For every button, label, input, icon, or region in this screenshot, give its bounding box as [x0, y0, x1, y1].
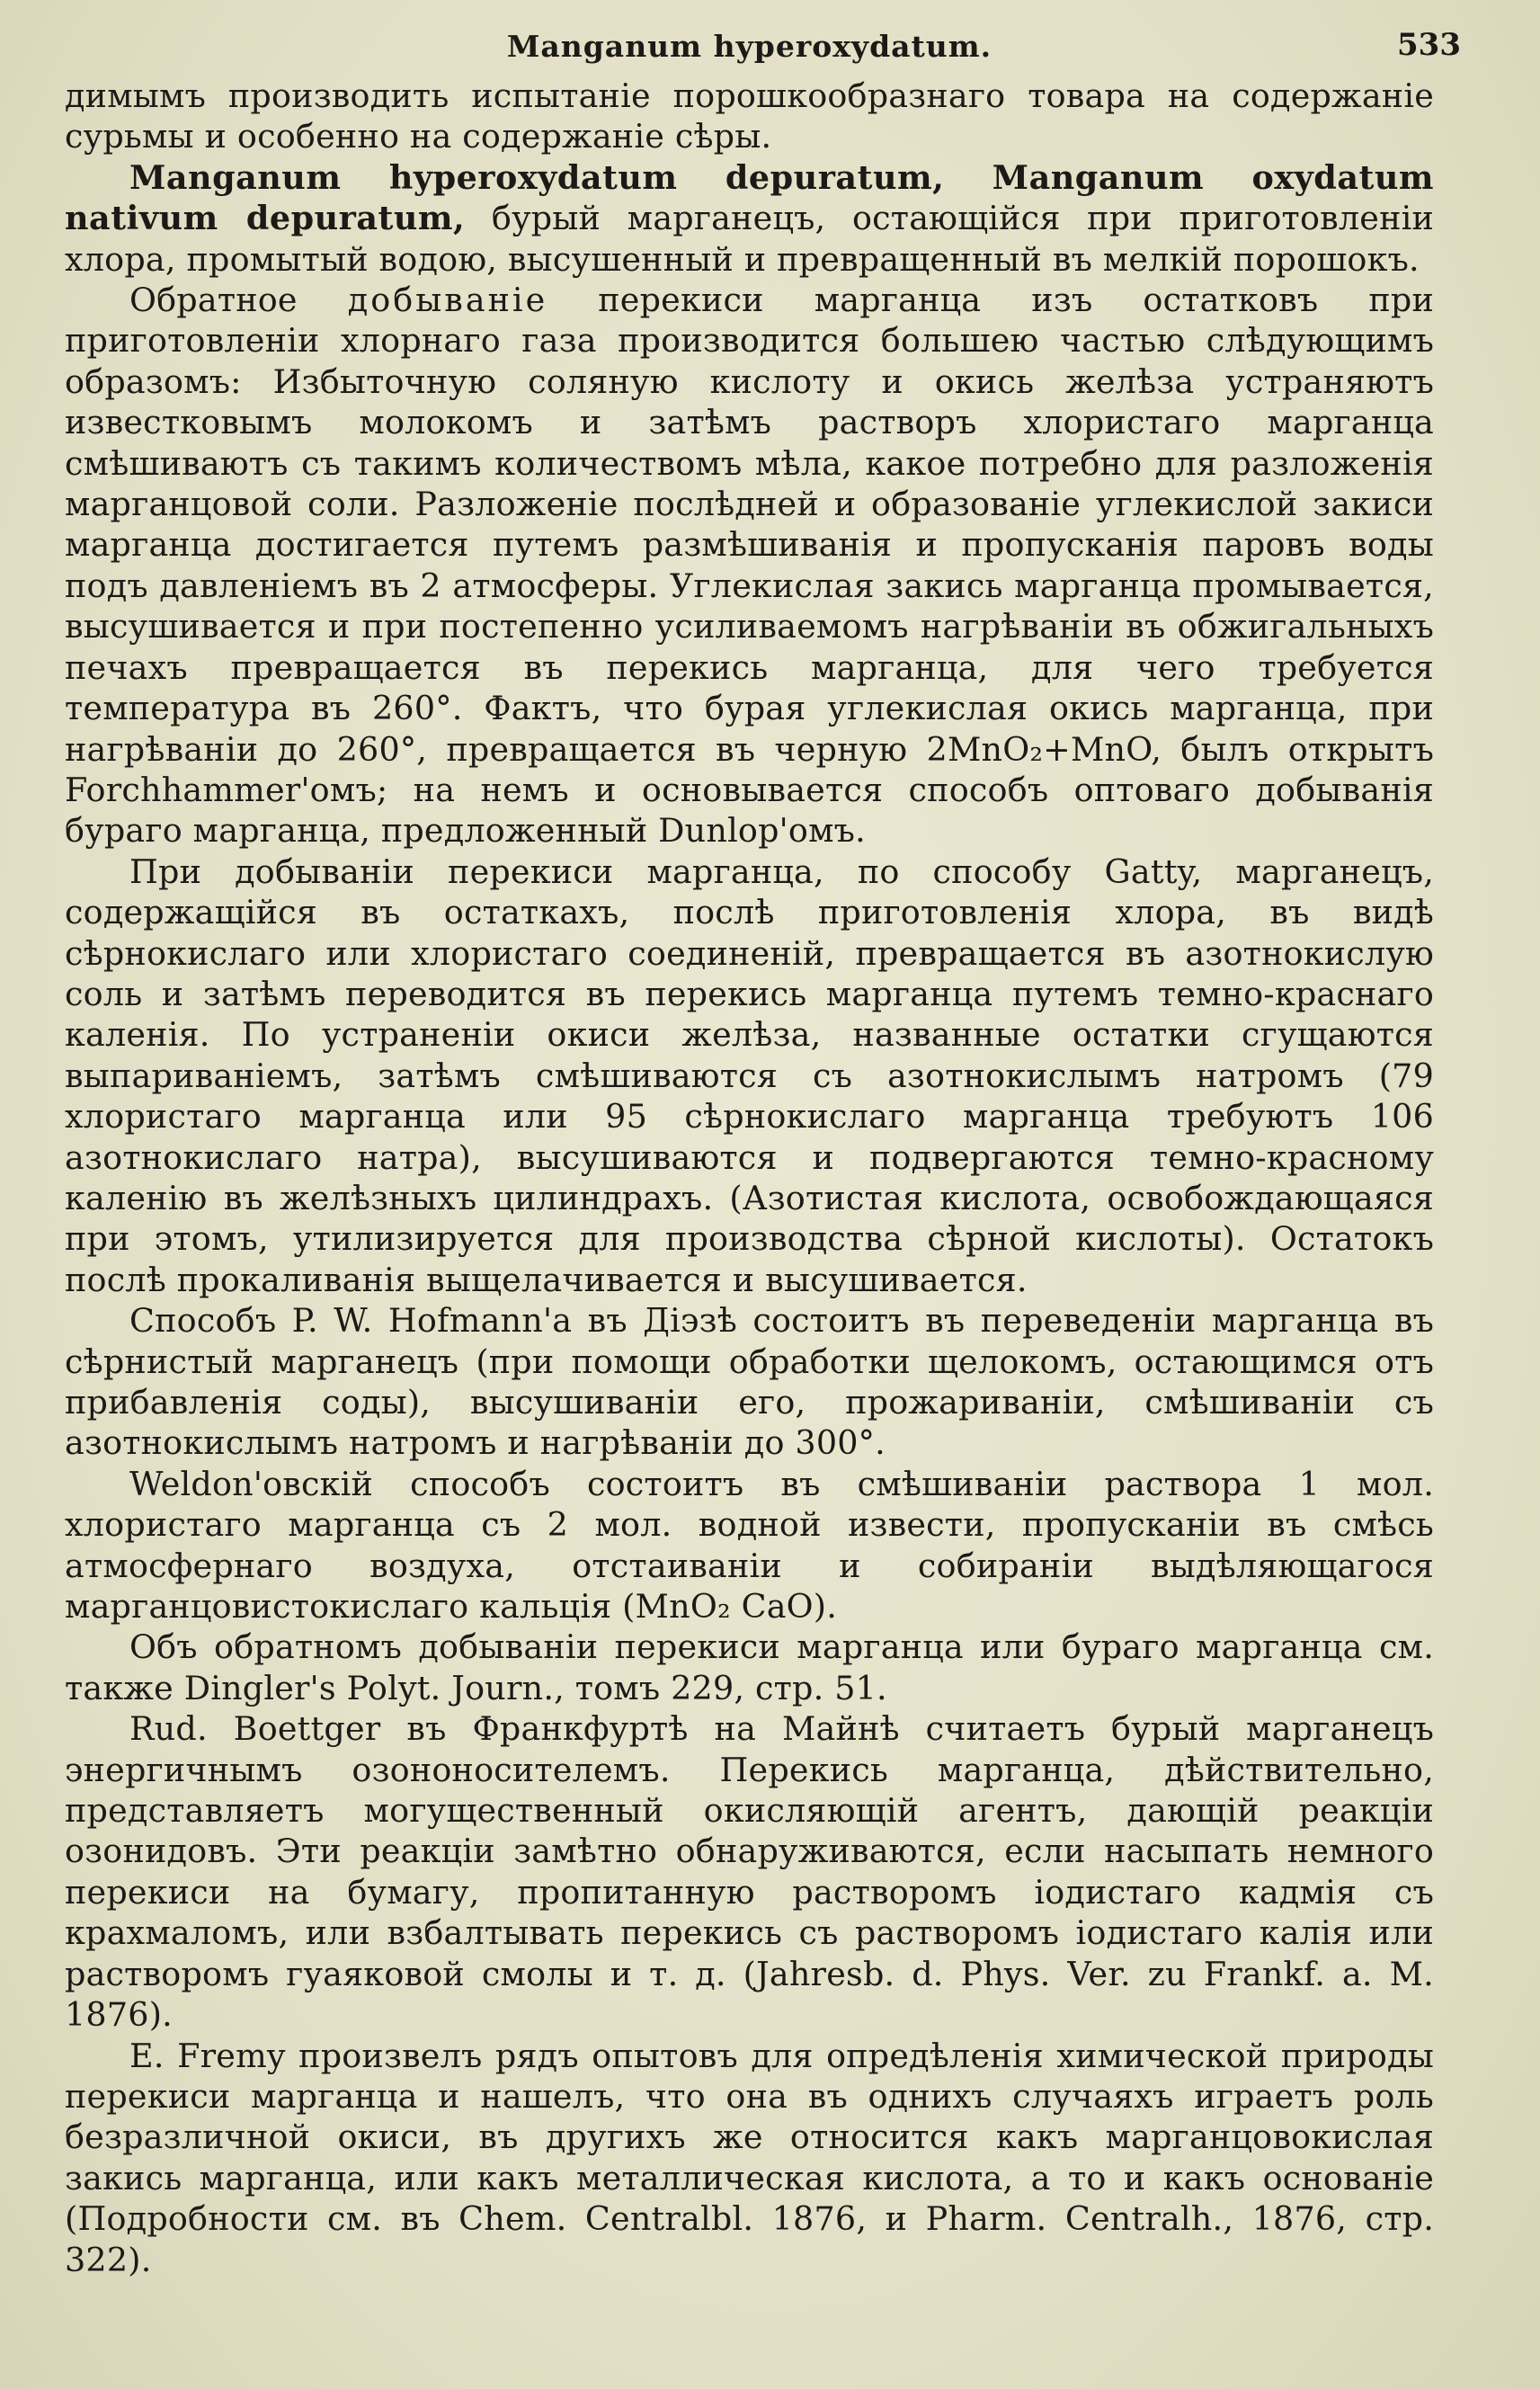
paragraph-text: димымъ производить испытаніе порошкообразнаго товара на содержаніе сурьмы и особенно на содержаніе сѣры. — [65, 76, 1434, 156]
paragraph-text: При добываніи перекиси марганца, по способу Gatty, марганецъ, содержащійся въ остаткахъ, послѣ приготовленія хлора, въ видѣ сѣрнокислаго или хлористаго соединеній, превращается въ азотнокислую соль и затѣмъ переводится въ перекись марганца путемъ темно-краснаго каленія. По устраненіи окиси желѣза, названные остатки сгущаются выпариваніемъ, затѣмъ смѣшиваются съ азотнокислымъ натромъ (79 хлористаго марганца или 95 сѣрнокислаго марганца требуютъ 106 азотнокислаго натра), высушиваются и подвергаются темно-красному каленію въ желѣзныхъ цилиндрахъ. (Азотистая кислота, освобождающаяся при этомъ, утилизируется для производства сѣрной кислоты). Остатокъ послѣ прокаливанія выщелачивается и высушивается. — [65, 851, 1434, 1299]
entry-text: бурый марганецъ, остающійся при приготовленіи хлора, промытый водою, высушенный и превращенный въ мелкій порошокъ. — [65, 199, 1434, 279]
paragraph-fremy — [65, 2036, 1434, 2280]
entry-manganum-depuratum — [65, 157, 1434, 280]
paragraph-text: Weldon'овскій способъ состоитъ въ смѣшиваніи раствора 1 мол. хлористаго марганца съ 2 мол. водной извести, пропусканіи въ смѣсь атмосфернаго воздуха, отстаиваніи и собираніи выдѣляющагося марганцовистокислаго кальція (MnO₂ CaO). — [65, 1464, 1434, 1627]
paragraph-hofmann — [65, 1300, 1434, 1464]
running-head — [65, 22, 1461, 76]
paragraph-text: перекиси марганца изъ остатковъ при приготовленіи хлорнаго газа производится большею частью слѣдующимъ образомъ: Избыточную соляную кислоту и окись желѣза устраняютъ известковымъ молокомъ и затѣмъ растворъ хлористаго марганца смѣшиваютъ съ такимъ количествомъ мѣла, какое потребно для разложенія марганцовой соли. Разложеніе послѣдней и образованіе углекислой закиси марганца достигается путемъ размѣшиванія и пропусканія паровъ воды подъ давленіемъ въ 2 атмосферы. Углекислая закись марганца промывается, высушивается и при постепенно усиливаемомъ нагрѣваніи въ обжигальныхъ печахъ превращается въ перекись марганца, для чего требуется температура въ 260°. Фактъ, что бурая углекислая окись марганца, при нагрѣваніи до 260°, превращается въ черную 2MnO₂+MnO, былъ открытъ Forchhammer'омъ; на немъ и основывается способъ оптоваго добыванія бураго марганца, предложенный Dunlop'омъ. — [65, 281, 1435, 851]
paragraph-lead: Обратное — [129, 281, 298, 320]
running-title: Manganum hyperoxydatum. — [506, 29, 993, 64]
paragraph-text: Способъ P. W. Hofmann'a въ Діэзѣ состоитъ въ переведеніи марганца въ сѣрнистый марганецъ (при помощи обработки щелокомъ, остающимся отъ прибавленія соды), высушиваніи его, прожариваніи, смѣшиваніи съ азотнокислымъ натромъ и нагрѣваніи до 300°. — [65, 1301, 1434, 1463]
paragraph-weldon — [65, 1464, 1434, 1627]
paragraph-text: Rud. Boettger въ Франкфуртѣ на Майнѣ считаетъ бурый марганецъ энергичнымъ озононосителемъ. Перекись марганца, дѣйствительно, представляетъ могущественный окисляющій агентъ, дающій реакціи озонидовъ. Эти реакціи замѣтно обнаруживаются, если насыпать немного перекиси на бумагу, пропитанную растворомъ іодистаго кадмія съ крахмаломъ, или взбалтывать перекись съ растворомъ іодистаго калія или растворомъ гуаяковой смолы и т. д. (Jahresb. d. Phys. Ver. zu Frankf. a. M. 1876). — [65, 1709, 1434, 2035]
body-text — [65, 76, 1434, 2280]
page-number: 533 — [1397, 27, 1461, 63]
paragraph-gatty — [65, 851, 1434, 1300]
paragraph-text: Объ обратномъ добываніи перекиси марганца или бураго марганца см. также Dingler's Polyt. Journ., томъ 229, стр. 51. — [65, 1627, 1434, 1707]
paragraph-continuation — [65, 76, 1434, 157]
paragraph-boettger — [65, 1708, 1434, 2035]
entry-heading: Manganum hyperoxydatum depuratum, Manganum oxydatum nativum depuratum, — [65, 157, 1434, 238]
paragraph-text: E. Fremy произвелъ рядъ опытовъ для опредѣленія химической природы перекиси марганца и нашелъ, что она въ однихъ случаяхъ играетъ роль безразличной окиси, въ другихъ же относится какъ марганцовокислая закись марганца, или какъ металлическая кислота, а то и какъ основаніе (Подробности см. въ Chem. Centralbl. 1876, и Pharm. Centralh., 1876, стр. 322). — [65, 2036, 1434, 2279]
paragraph-dingler — [65, 1627, 1434, 1708]
spaced-term: добываніе — [347, 281, 548, 320]
paragraph-recovery — [65, 280, 1434, 851]
